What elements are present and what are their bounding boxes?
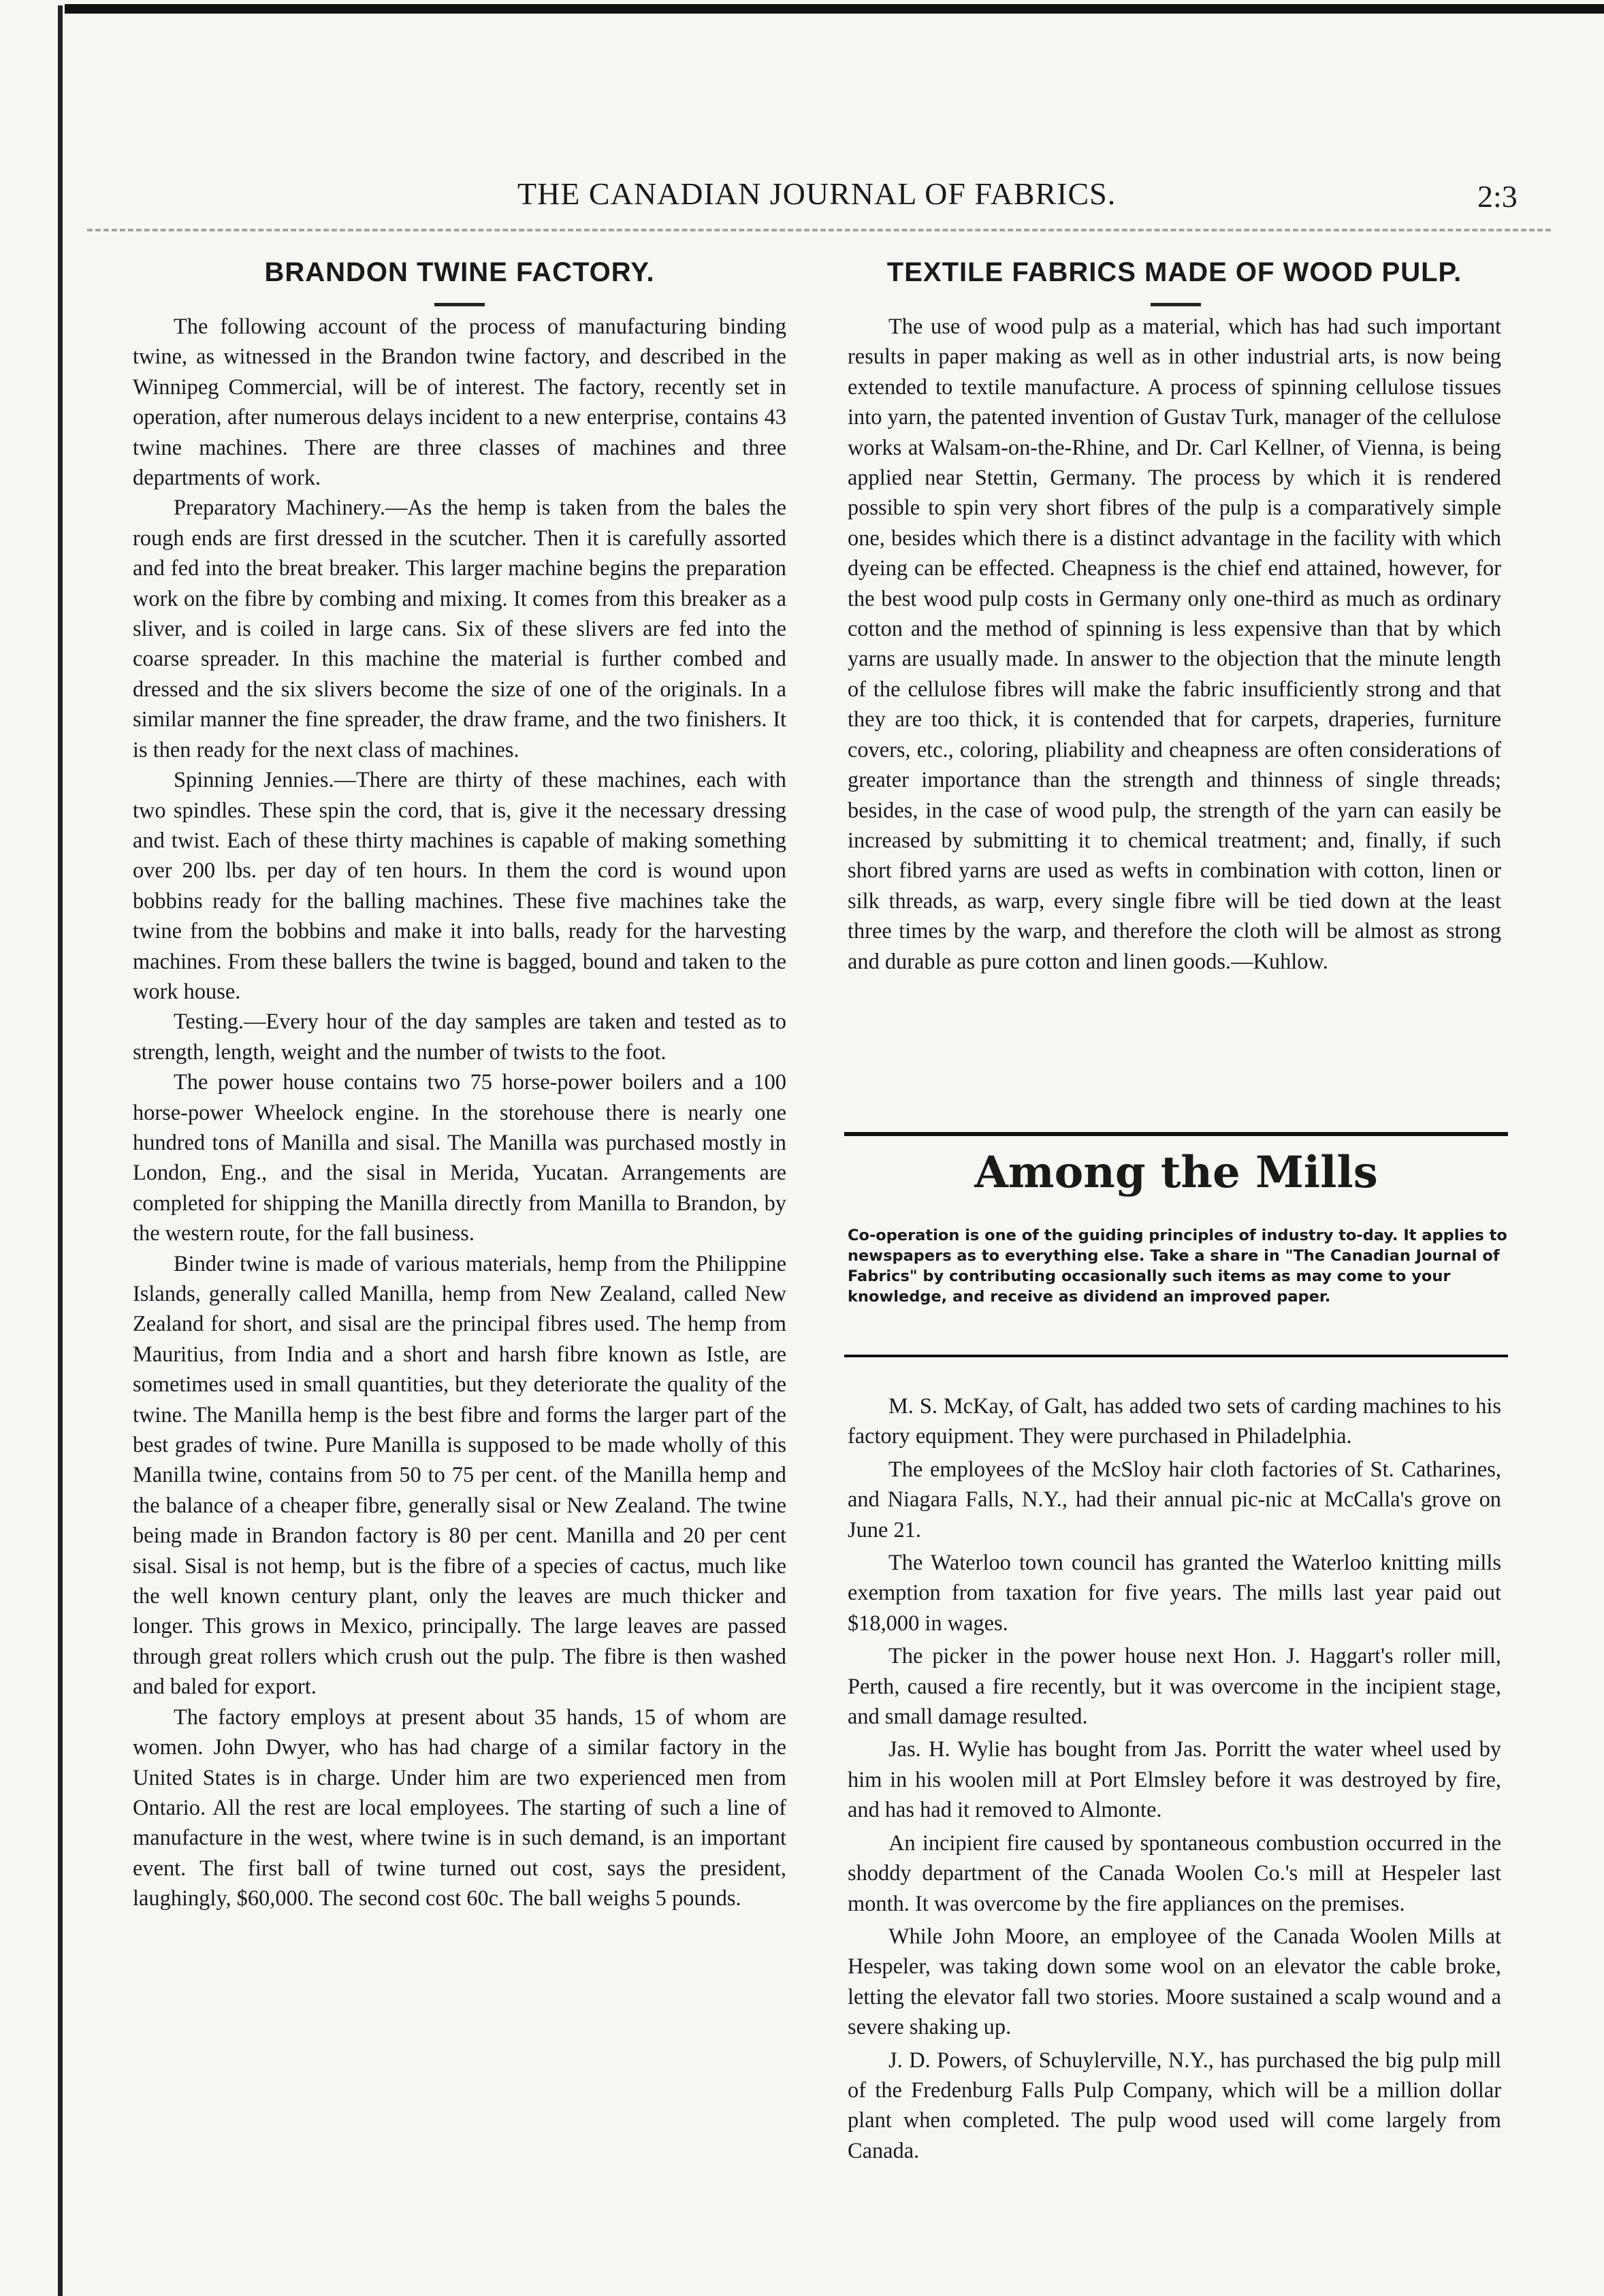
section-rule <box>844 1132 1508 1136</box>
news-item: M. S. McKay, of Galt, has added two sets of carding machines to his factory equipment. They were purchased in Philadelphia. <box>848 1394 1501 1449</box>
news-item: J. D. Powers, of Schuylerville, N.Y., has purchased the big pulp mill of the Fredenburg Falls Pulp Company, which will be a million dollar plant when completed. The pulp wood used will come largely from Canada. <box>848 2048 1501 2163</box>
article-title-brandon: BRANDON TWINE FACTORY. <box>264 257 655 287</box>
paragraph: Testing.—Every hour of the day samples are taken and tested as to strength, length, weight and the number of twists to the foot. <box>133 1009 786 1065</box>
paragraph: Binder twine is made of various materials, hemp from the Philippine Islands, generally called Manilla, hemp from New Zealand, called New Zealand for short, and sisal are the principal fibres used. The hemp from Mauritius, from India and a short and harsh fibre known as Istle, are sometimes used in small quantities, but they deteriorate the quality of the twine. The Manilla hemp is the best fibre and forms the larger part of the best grades of twine. Pure Manilla is supposed to be made wholly of this Manilla twine, contains from 50 to 75 per cent. of the Manilla hemp and the balance of a cheaper fibre, generally sisal or New Zealand. The twine being made in Brandon factory is 80 per cent. Manilla and 20 per cent sisal. Sisal is not hemp, but is the fibre of a species of cactus, much like the well known century plant, only the leaves are much thicker and longer. This grows in Mexico, principally. The large leaves are passed through great rollers which crush out the pulp. The fibre is then washed and baled for export. <box>133 1251 786 1700</box>
title-rule <box>434 303 485 306</box>
news-item: The employees of the McSloy hair cloth factories of St. Catharines, and Niagara Falls, N.Y., had their annual pic-nic at McCalla's grove on June 21. <box>848 1457 1501 1542</box>
section-intro <box>848 1225 1508 1307</box>
news-item: Jas. H. Wylie has bought from Jas. Porritt the water wheel used by him in his woolen mill at Port Elmsley before it was destroyed by fire, and has had it removed to Almonte. <box>848 1737 1501 1823</box>
page-number: 2:3 <box>1477 179 1518 214</box>
paragraph: The factory employs at present about 35 hands, 15 of whom are women. John Dwyer, who has had charge of a similar factory in the United States is in charge. Under him are two experienced men from Ontario. All the rest are local employees. The starting of such a line of manufacture in the west, where twine is in such demand, is an important event. The first ball of twine turned out cost, says the president, laughingly, $60,000. The second cost 60c. The ball weighs 5 pounds. <box>133 1704 786 1911</box>
header-divider <box>87 229 1551 231</box>
article-body-wood-pulp <box>848 312 1501 977</box>
news-item: The picker in the power house next Hon. J. Haggart's roller mill, Perth, caused a fire recently, but it was overcome in the incipient stage, and small damage resulted. <box>848 1644 1501 1730</box>
news-item: While John Moore, an employee of the Canada Woolen Mills at Hespeler, was taking down some wool on an elevator the cable broke, letting the elevator fall two stories. Moore sustained a scalp wound and a severe shaking up. <box>848 1924 1501 2040</box>
paragraph: The following account of the process of manufacturing binding twine, as witnessed in the Brandon twine factory, and described in the Winnipeg Commercial, will be of interest. The factory, recently set in operation, after numerous delays incident to a new enterprise, contains 43 twine machines. There are three classes of machines and three departments of work. <box>133 314 786 491</box>
news-item: An incipient fire caused by spontaneous combustion occurred in the shoddy department of the Canada Woolen Co.'s mill at Hespeler last month. It was overcome by the fire appliances on the premises. <box>848 1830 1501 1916</box>
news-item: The Waterloo town council has granted the Waterloo knitting mills exemption from taxation for five years. The mills last year paid out $18,000 in wages. <box>848 1551 1501 1636</box>
intro-text: Co-operation is one of the guiding principles of industry to-day. It applies to newspapers as to everything else. Take a share in "The Canadian Journal of Fabrics" by contributing occasionally such items as may come to your knowledge, and receive as dividend an improved paper. <box>848 1227 1507 1306</box>
paragraph: Spinning Jennies.—There are thirty of these machines, each with two spindles. These spin the cord, that is, give it the necessary dressing and twist. Each of these thirty machines is capable of making something over 200 lbs. per day of ten hours. In them the cord is wound upon bobbins ready for the balling machines. These five machines take the twine from the bobbins and make it into balls, ready for the harvesting machines. From these ballers the twine is bagged, bound and taken to the work house. <box>133 768 786 1004</box>
article-body-brandon <box>133 312 786 1914</box>
mills-news-items <box>848 1389 1501 2166</box>
top-border-rule <box>65 4 1604 14</box>
paragraph: The power house contains two 75 horse-power boilers and a 100 horse-power Wheelock engine. In the storehouse there is nearly one hundred tons of Manilla and sisal. The Manilla was purchased mostly in London, Eng., and the sisal in Merida, Yucatan. Arrangements are completed for shipping the Manilla directly from Manilla to Brandon, by the western route, for the fall business. <box>133 1070 786 1246</box>
journal-title: THE CANADIAN JOURNAL OF FABRICS. <box>517 176 1117 211</box>
paragraph: The use of wood pulp as a material, which has had such important results in paper making as well as in other industrial arts, is now being extended to textile manufacture. A process of spinning cellulose tissues into yarn, the patented invention of Gustav Turk, manager of the cellulose works at Walsam-on-the-Rhine, and Dr. Carl Kellner, of Vienna, is being applied near Stettin, Germany. The process by which it is rendered possible to spin very short fibres of the pulp is a comparatively simple one, besides which there is a distinct advantage in the facility with which dyeing can be effected. Cheapness is the chief end attained, however, for the best wood pulp costs in Germany only one-third as much as ordinary cotton and the method of spinning is less expensive than that by which yarns are usually made. In answer to the objection that the minute length of the cellulose fibres will make the fabric insufficiently strong and that they are too thick, it is contended that for carpets, draperies, furniture covers, etc., coloring, pliability and cheapness are often considerations of greater importance than the strength and thinness of single threads; besides, in the case of wood pulp, the strength of the yarn can easily be increased by submitting it to chemical treatment; and, finally, if such short fibred yarns are used as wefts in combination with cotton, linen or silk threads, as warp, every single fibre will be tied down at the least three times by the warp, and therefore the cloth will be almost as strong and durable as pure cotton and linen goods.—Kuhlow. <box>848 314 1501 974</box>
title-rule <box>1151 303 1201 306</box>
left-border-rule <box>58 5 63 2296</box>
paragraph: Preparatory Machinery.—As the hemp is taken from the bales the rough ends are first dressed in the scutcher. Then it is carefully assorted and fed into the breat breaker. This larger machine begins the preparation work on the fibre by combing and mixing. It comes from this breaker as a sliver, and is coiled in large cans. Six of these slivers are fed into the coarse spreader. In this machine the material is further combed and dressed and the six slivers become the size of one of the originals. In a similar manner the fine spreader, the draw frame, and the two finishers. It is then ready for the next class of machines. <box>133 496 786 762</box>
section-heading-among-the-mills: Among the Mills <box>974 1147 1378 1198</box>
section-rule <box>844 1355 1508 1357</box>
article-title-wood-pulp: TEXTILE FABRICS MADE OF WOOD PULP. <box>886 257 1462 287</box>
